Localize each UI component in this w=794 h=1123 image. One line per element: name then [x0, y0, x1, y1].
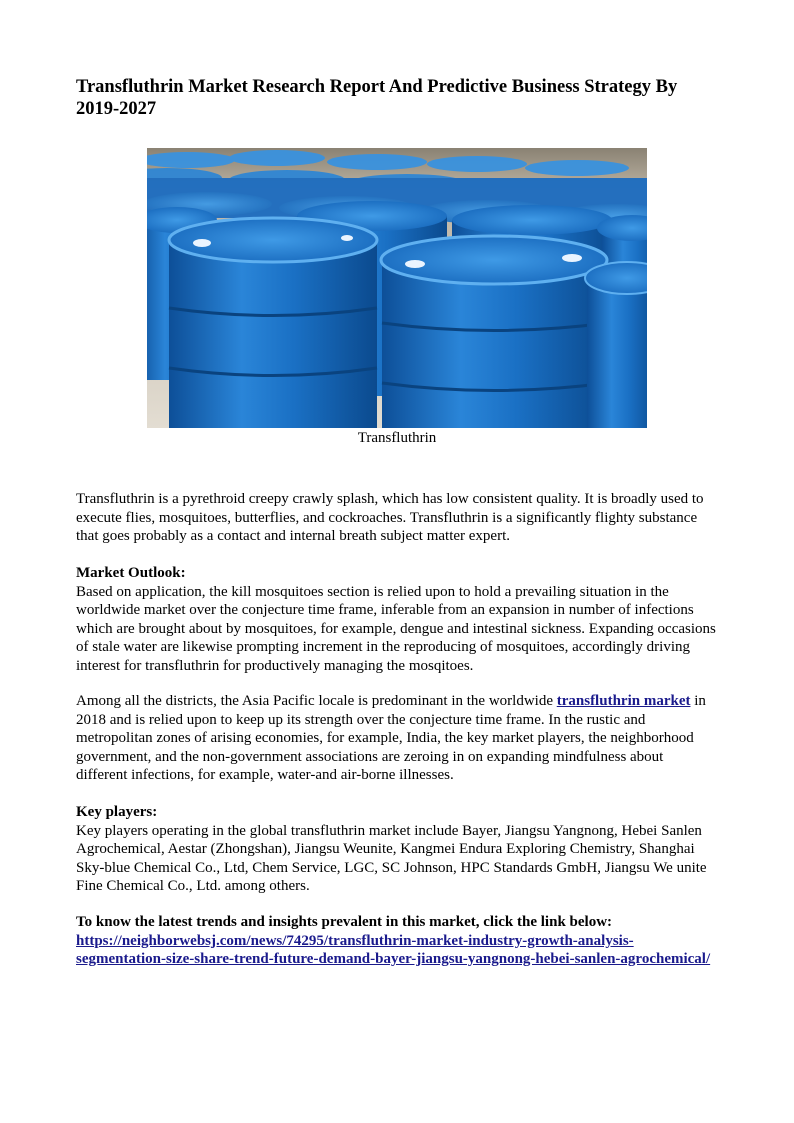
- key-players-heading: Key players:: [76, 804, 158, 820]
- market-outlook-section: [76, 564, 718, 675]
- front-drum-edge: [585, 262, 647, 428]
- page-title: Transfluthrin Market Research Report And Predictive Business Strategy By 2019-2027: [76, 77, 678, 119]
- region-text-after: in 2018 and is relied upon to keep up its strength over the conjecture time frame. In the rustic and metropolitan zones of arising economies, for example, India, the key market players, the neighborhood government, and the non-government associations are zeroing in on expanding mindfulness about different infections, for example, water-and air-borne illnesses.: [76, 693, 706, 783]
- article-url-link[interactable]: https://neighborwebsj.com/news/74295/transfluthrin-market-industry-growth-analysis-segmentation-size-share-trend-future-demand-bayer-jiangsu-yangnong-hebei-sanlen-agrochemical/: [76, 932, 711, 967]
- front-drum-right: [381, 236, 607, 428]
- cta-section: [76, 913, 718, 969]
- region-text-before: Among all the districts, the Asia Pacific locale is predominant in the worldwide: [76, 693, 557, 709]
- blue-drums-photo: [147, 148, 647, 428]
- transfluthrin-market-link[interactable]: transfluthrin market: [556, 693, 691, 709]
- key-players-text: Key players operating in the global transfluthrin market include Bayer, Jiangsu Yangnong, Hebei Sanlen Agrochemical, Aestar (Zhongshan), Jiangsu Weunite, Kangmei Endura Exploring Chemistry, Shanghai Sky-blue Chemical Co., Ltd, Chem Service, LGC, SC Johnson, HPC Standards GmbH, Jiangsu We unite Fine Chemical Co., Ltd. among others.: [76, 822, 707, 894]
- cta-heading: To know the latest trends and insights prevalent in this market, click the link below:: [76, 914, 613, 930]
- key-players-section: [76, 803, 718, 896]
- region-paragraph: [76, 692, 718, 785]
- market-outlook-text: Based on application, the kill mosquitoes section is relied upon to hold a prevailing situation in the worldwide market over the conjecture time frame, inferable from an expansion in number of infections which are brought about by mosquitoes, for example, dengue and intestinal sickness. Expanding occasions of stale water are likewise prompting increment in the reproducing of mosquitoes, accordingly driving interest for transfluthrin for productively managing the mosqitoes.: [76, 583, 716, 674]
- drums-illustration: [147, 148, 647, 428]
- front-drum-left: [169, 218, 377, 428]
- market-outlook-heading: Market Outlook:: [76, 565, 186, 581]
- intro-paragraph: Transfluthrin is a pyrethroid creepy crawly splash, which has low consistent quality. It is broadly used to execute flies, mosquitoes, butterflies, and cockroaches. Transfluthrin is a significantly flighty substance that goes probably as a contact and internal breath subject matter expert.: [76, 491, 704, 544]
- figure-caption: Transfluthrin: [357, 430, 437, 446]
